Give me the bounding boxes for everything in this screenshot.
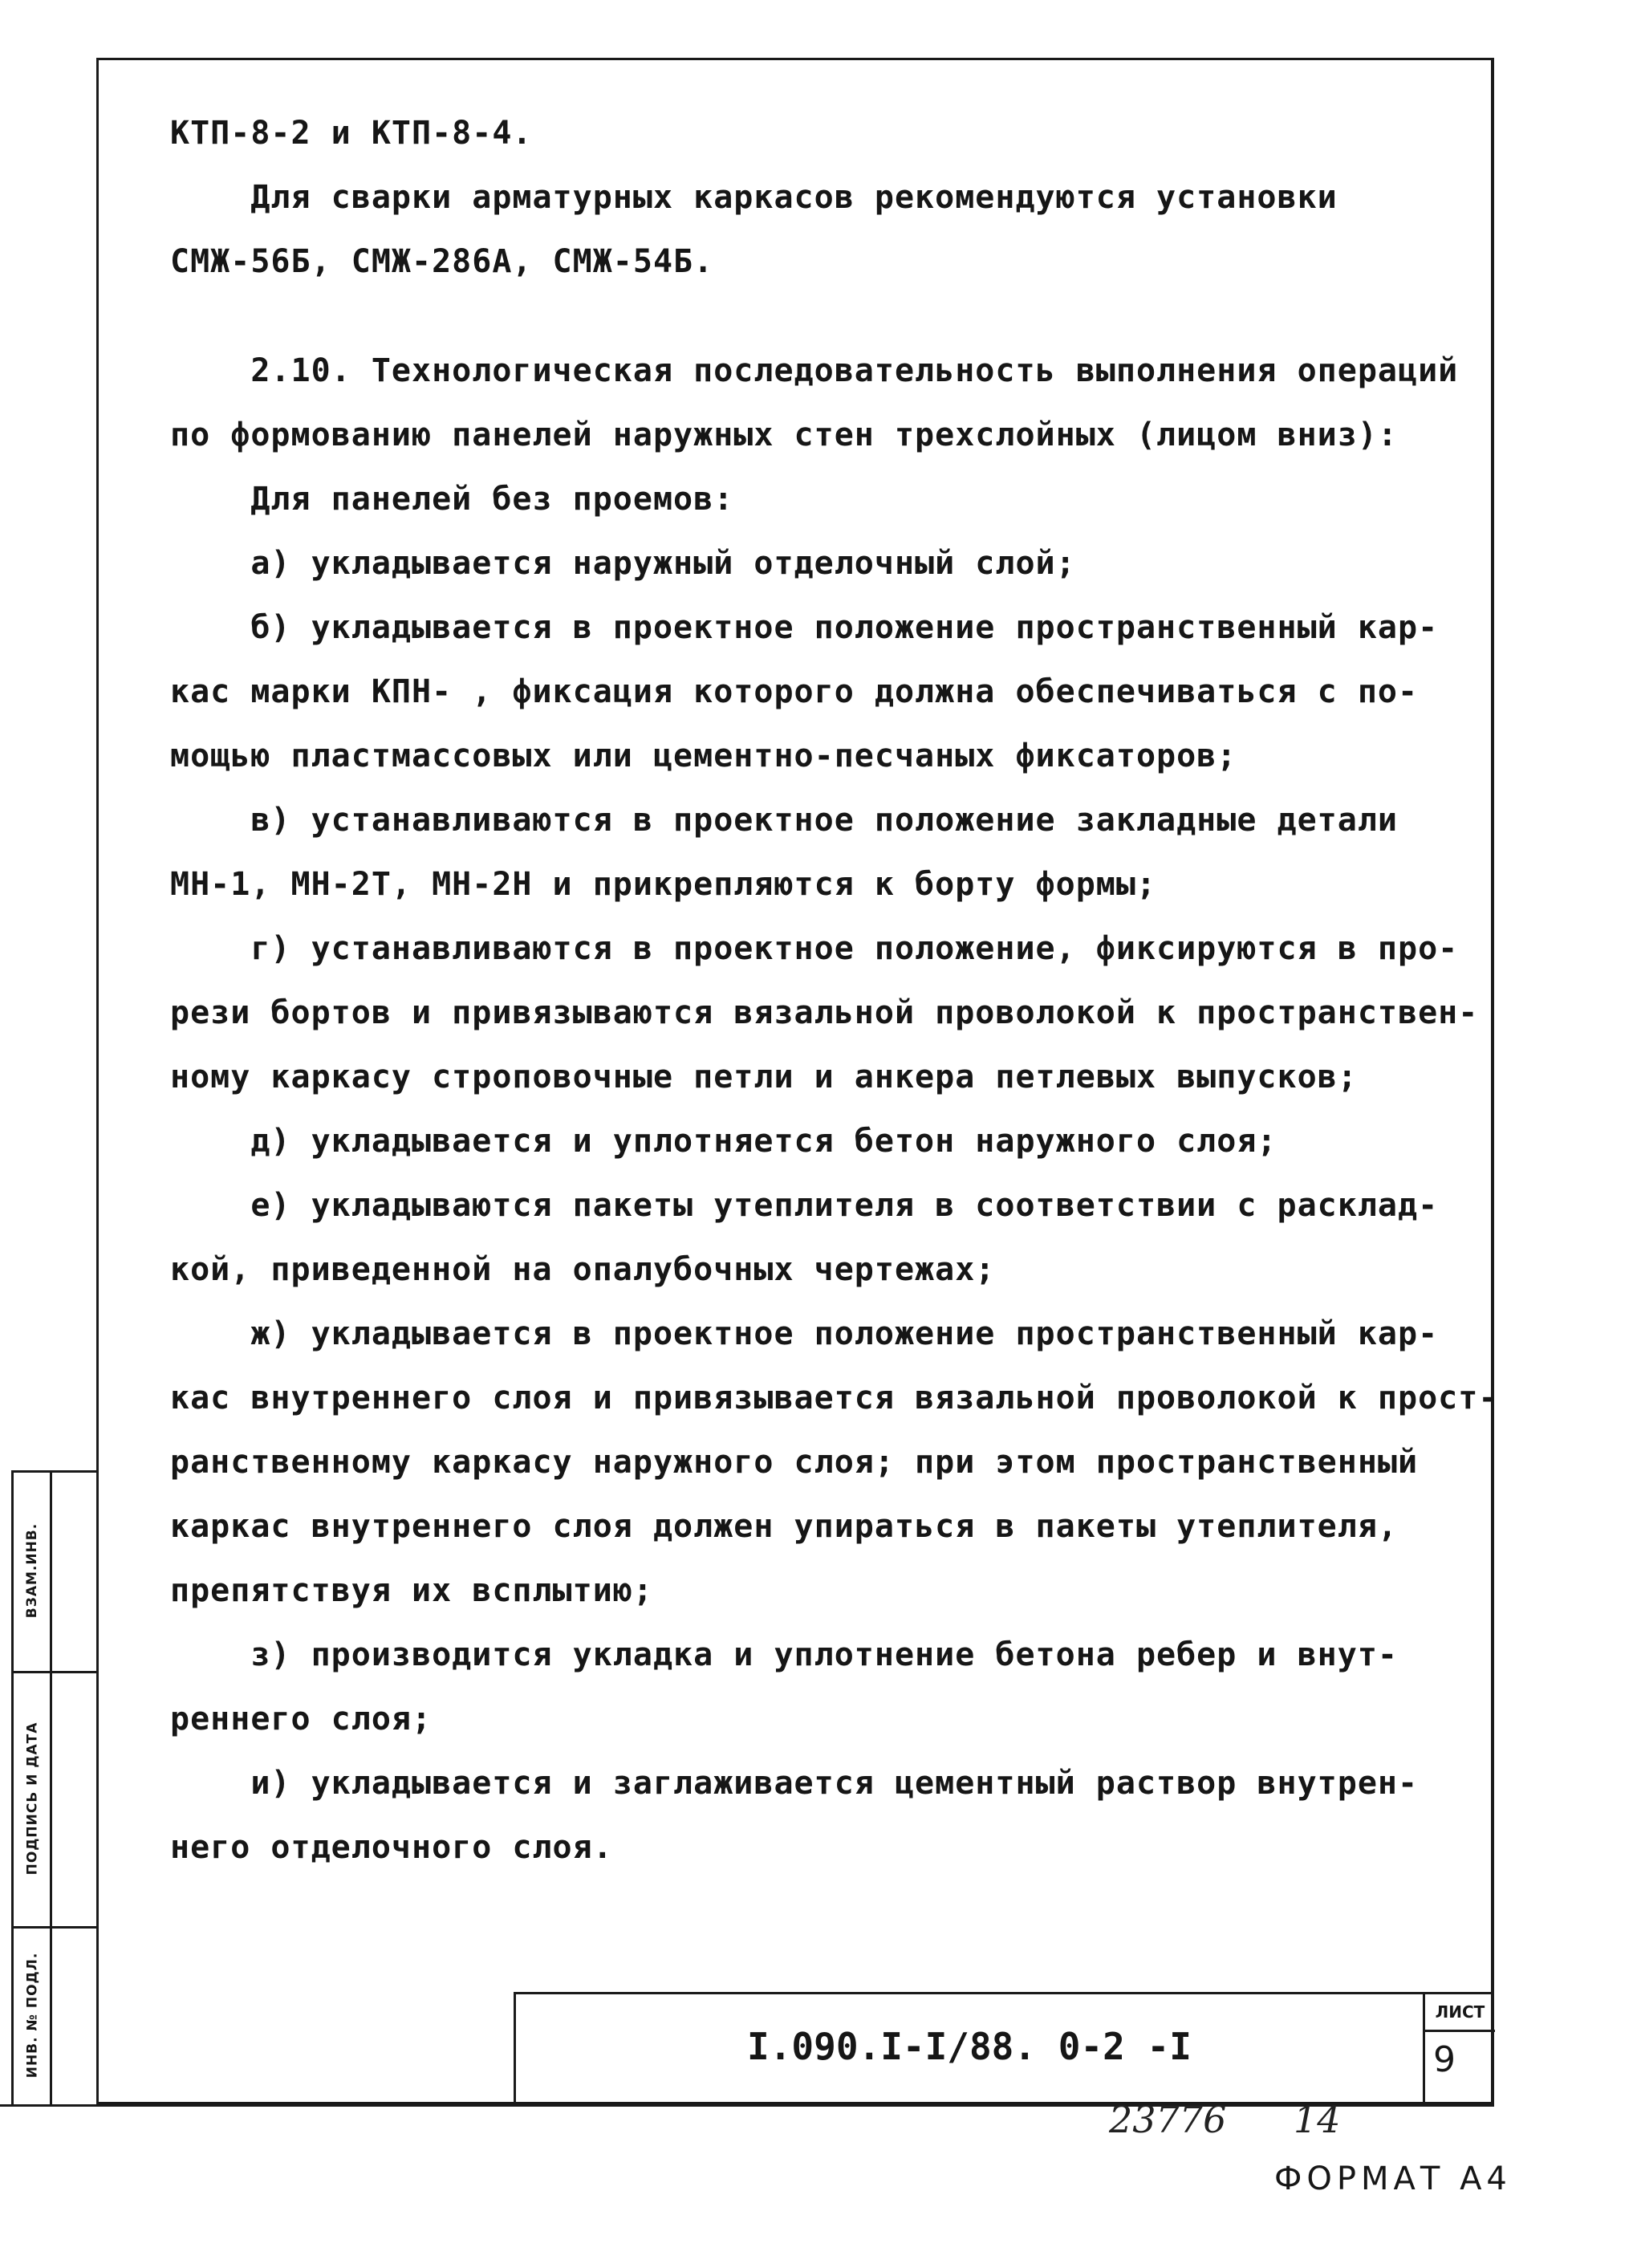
- podpis-data-label: ПОДПИСЬ И ДАТА: [24, 1721, 41, 1876]
- body-line: реннего слоя;: [170, 1701, 433, 1738]
- body-line: Для панелей без проемов:: [170, 481, 734, 518]
- format-label: ФОРМАТ А4: [1274, 2160, 1512, 2197]
- inv-label-cell: [16, 1926, 48, 2104]
- body-line: б) укладывается в проектное положение пространственный кар-: [170, 609, 1439, 646]
- body-line: кас марки КПН- , фиксация которого должна обеспечиваться с по-: [170, 673, 1419, 710]
- body-line: рези бортов и привязываются вязальной проволокой к пространствен-: [170, 994, 1479, 1031]
- body-line: него отделочного слоя.: [170, 1829, 613, 1866]
- body-line: ранственному каркасу наружного слоя; при этом пространственный: [170, 1444, 1419, 1481]
- body-line: мощью пластмассовых или цементно-песчаных фиксаторов;: [170, 738, 1237, 774]
- body-line: д) укладывается и уплотняется бетон наружного слоя;: [170, 1123, 1277, 1160]
- body-line: по формованию панелей наружных стен трехслойных (лицом вниз):: [170, 417, 1399, 453]
- body-line: а) укладывается наружный отделочный слой;: [170, 545, 1076, 582]
- body-line: г) устанавливаются в проектное положение, фиксируются в про-: [170, 930, 1459, 967]
- podpis-label-cell: [16, 1671, 48, 1926]
- vzam-inv-label-cell: [16, 1470, 48, 1671]
- body-line: з) производится укладка и уплотнение бетона ребер и внут-: [170, 1636, 1399, 1673]
- bottom-rule: [0, 2104, 1494, 2107]
- body-line: КТП-8-2 и КТП-8-4.: [170, 115, 533, 152]
- body-line: Для сварки арматурных каркасов рекомендуются установки: [170, 179, 1338, 216]
- body-line: каркас внутреннего слоя должен упираться в пакеты утеплителя,: [170, 1508, 1399, 1545]
- sheet-number: 9: [1433, 2039, 1456, 2080]
- document-code: I.090.I-I/88. 0-2 -I: [747, 2025, 1192, 2068]
- sheet-box: [1423, 1994, 1497, 2104]
- side-line-outer: [11, 1470, 14, 2104]
- body-line: и) укладывается и заглаживается цементный раствор внутрен-: [170, 1765, 1419, 1802]
- title-block: [514, 1992, 1494, 2104]
- body-line: в) устанавливаются в проектное положение закладные детали: [170, 802, 1399, 839]
- body-line: 2.10. Технологическая последовательность выполнения операций: [170, 352, 1459, 389]
- vzam-inv-label: ВЗАМ.ИНВ.: [24, 1522, 40, 1619]
- body-line: ж) укладывается в проектное положение пространственный кар-: [170, 1315, 1439, 1352]
- side-line-inner: [50, 1470, 52, 2104]
- body-line: кой, приведенной на опалубочных чертежах;: [170, 1251, 996, 1288]
- handwritten-page: 14: [1294, 2098, 1341, 2141]
- body-line: МН-1, МН-2Т, МН-2Н и прикрепляются к борту формы;: [170, 866, 1157, 903]
- body-line: СМЖ-56Б, СМЖ-286А, СМЖ-54Б.: [170, 243, 714, 280]
- side-stamp-column: [11, 1470, 96, 2104]
- body-line: ному каркасу строповочные петли и анкера петлевых выпусков;: [170, 1059, 1358, 1095]
- body-line: кас внутреннего слоя и привязывается вязальной проволокой к прост-: [170, 1380, 1499, 1416]
- inv-podl-label: ИНВ. № ПОДЛ.: [24, 1952, 40, 2079]
- body-line: препятствуя их всплытию;: [170, 1572, 653, 1609]
- handwritten-number: 23776: [1109, 2098, 1227, 2141]
- sheet-label: ЛИСТ: [1425, 1994, 1495, 2032]
- body-line: е) укладываются пакеты утеплителя в соответствии с расклад-: [170, 1187, 1439, 1224]
